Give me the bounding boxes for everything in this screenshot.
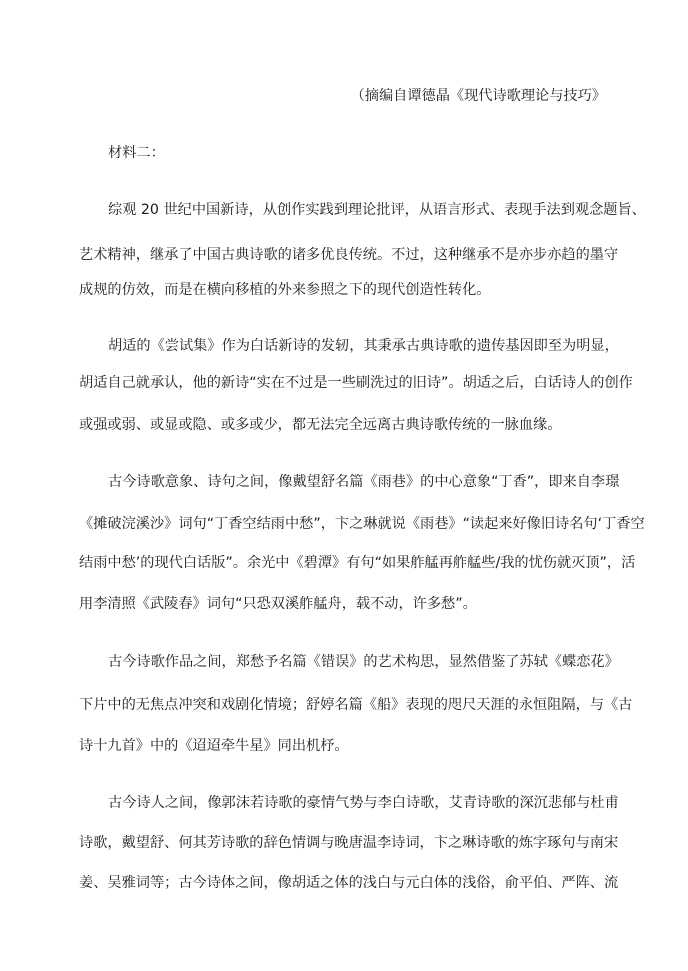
paragraph-line: 或强或弱、或显或隐、或多或少，都无法完全远离古典诗歌传统的一脉血缘。 (79, 417, 562, 433)
paragraph-line: 古今诗人之间，像郭沫若诗歌的豪情气势与李白诗歌，艾青诗歌的深沉悲郁与杜甫 (108, 795, 619, 811)
paragraph-line: 胡适的《尝试集》作为白话新诗的发轫，其秉承古典诗歌的遗传基因即至为明显， (108, 338, 619, 354)
section-heading: 材料二： (108, 145, 165, 161)
paragraph-line: 艺术精神，继承了中国古典诗歌的诸多优良传统。不过，这种继承不是亦步亦趋的墨守 (79, 247, 619, 263)
paragraph-line: 姜、吴雅词等；古今诗体之间，像胡适之体的浅白与元白体的浅俗，俞平伯、严阵、流 (79, 875, 619, 891)
paragraph-line: 诗歌，戴望舒、何其芳诗歌的辞色情调与晚唐温李诗词，卞之琳诗歌的炼字琢句与南宋 (79, 835, 619, 851)
paragraph-line: 下片中的无焦点冲突和戏剧化情境；舒婷名篇《船》表现的咫尺天涯的永恒阻隔，与《古 (79, 697, 633, 713)
paragraph-line: 《摊破浣溪沙》词句“丁香空结雨中愁”，卞之琳就说《雨巷》“读起来好像旧诗名句‘丁香空 (79, 516, 645, 532)
paragraph-line: 古今诗歌作品之间，郑愁予名篇《错误》的艺术构思，显然借鉴了苏轼《蝶恋花》 (108, 654, 619, 670)
paragraph-line: 成规的仿效，而是在横向移植的外来参照之下的现代创造性转化。 (79, 282, 491, 298)
paragraph-line: 胡适自己就承认，他的新诗“实在不过是一些刷洗过的旧诗”。胡适之后，白话诗人的创作 (79, 375, 633, 391)
paragraph-line: 诗十九首》中的《迢迢牵牛星》同出机杼。 (79, 738, 349, 754)
source-citation: （摘编自谭德晶《现代诗歌理论与技巧》 (350, 88, 606, 104)
paragraph-line: 古今诗歌意象、诗句之间，像戴望舒名篇《雨巷》的中心意象“丁香”，即来自李璟 (108, 474, 620, 490)
paragraph-line: 综观 20 世纪中国新诗，从创作实践到理论批评，从语言形式、表现手法到观念题旨、 (108, 202, 646, 218)
paragraph-line: 用李清照《武陵春》词句“只恐双溪舴艋舟，载不动，许多愁”。 (79, 596, 477, 612)
paragraph-line: 结雨中愁’的现代白话版”。余光中《碧潭》有句“如果舴艋再舴艋些/我的忧伤就灭顶”，活 (79, 555, 636, 571)
